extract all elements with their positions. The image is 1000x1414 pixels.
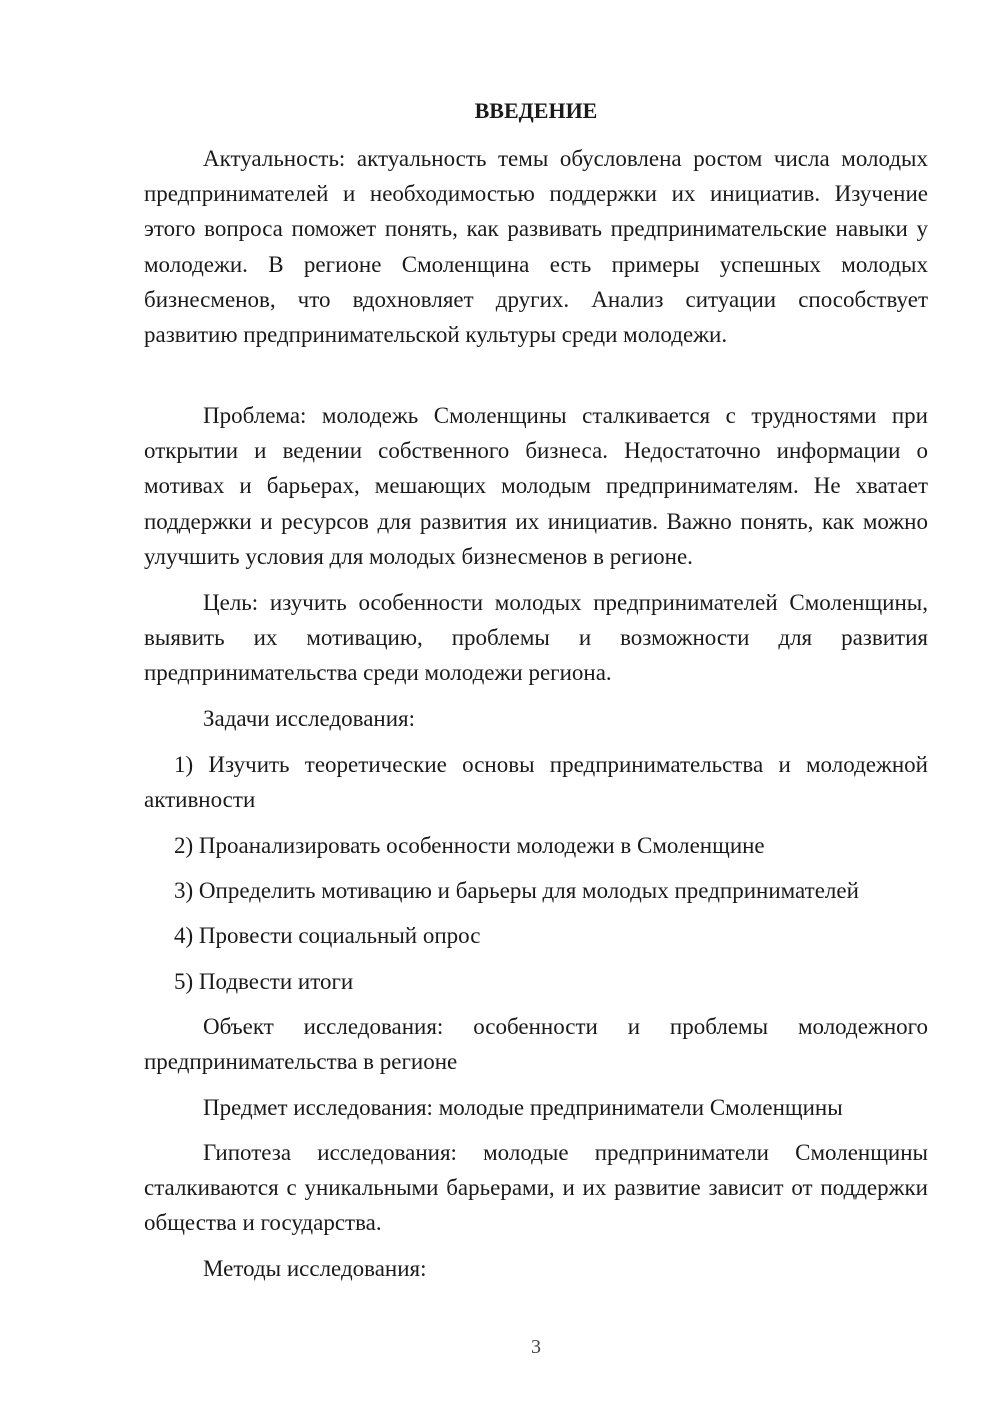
task-item: 3) Определить мотивацию и барьеры для молодых предпринимателей — [174, 878, 859, 903]
section-heading: ВВЕДЕНИЕ — [474, 98, 598, 123]
methods-label: Методы исследования: — [203, 1256, 427, 1281]
problem-paragraph: Проблема: молодежь Смоленщины сталкивается с трудностями при открытии и ведении собственного бизнеса. Недостаточно информации о мотивах и барьерах, мешающих молодым предпринимателям. Не хватает поддержки и ресурсов для развития их инициатив. Важно понять, как можно улучшить условия для молодых бизнесменов в регионе. — [144, 403, 928, 569]
task-item: 2) Проанализировать особенности молодежи в Смоленщине — [174, 833, 765, 858]
task-item: 4) Провести социальный опрос — [174, 923, 481, 948]
goal-paragraph: Цель: изучить особенности молодых предпринимателей Смоленщины, выявить их мотивацию, проблемы и возможности для развития предпринимательства среди молодежи региона. — [144, 590, 928, 686]
tasks-label: Задачи исследования: — [203, 706, 416, 731]
task-item: 1) Изучить теоретические основы предпринимательства и молодежной активности — [144, 752, 928, 813]
task-item: 5) Подвести итоги — [174, 969, 354, 994]
page-number: 3 — [531, 1336, 541, 1358]
relevance-paragraph: Актуальность: актуальность темы обусловлена ростом числа молодых предпринимателей и необходимостью поддержки их инициатив. Изучение этого вопроса поможет понять, как развивать предпринимательские навыки у молодежи. В регионе Смоленщина есть примеры успешных молодых бизнесменов, что вдохновляет других. Анализ ситуации способствует развитию предпринимательской культуры среди молодежи. — [144, 146, 928, 348]
subject-paragraph: Предмет исследования: молодые предприниматели Смоленщины — [203, 1095, 843, 1120]
object-paragraph: Объект исследования: особенности и проблемы молодежного предпринимательства в регионе — [144, 1014, 928, 1075]
hypothesis-paragraph: Гипотеза исследования: молодые предприниматели Смоленщины сталкиваются с уникальными барьерами, и их развитие зависит от поддержки общества и государства. — [144, 1140, 928, 1236]
